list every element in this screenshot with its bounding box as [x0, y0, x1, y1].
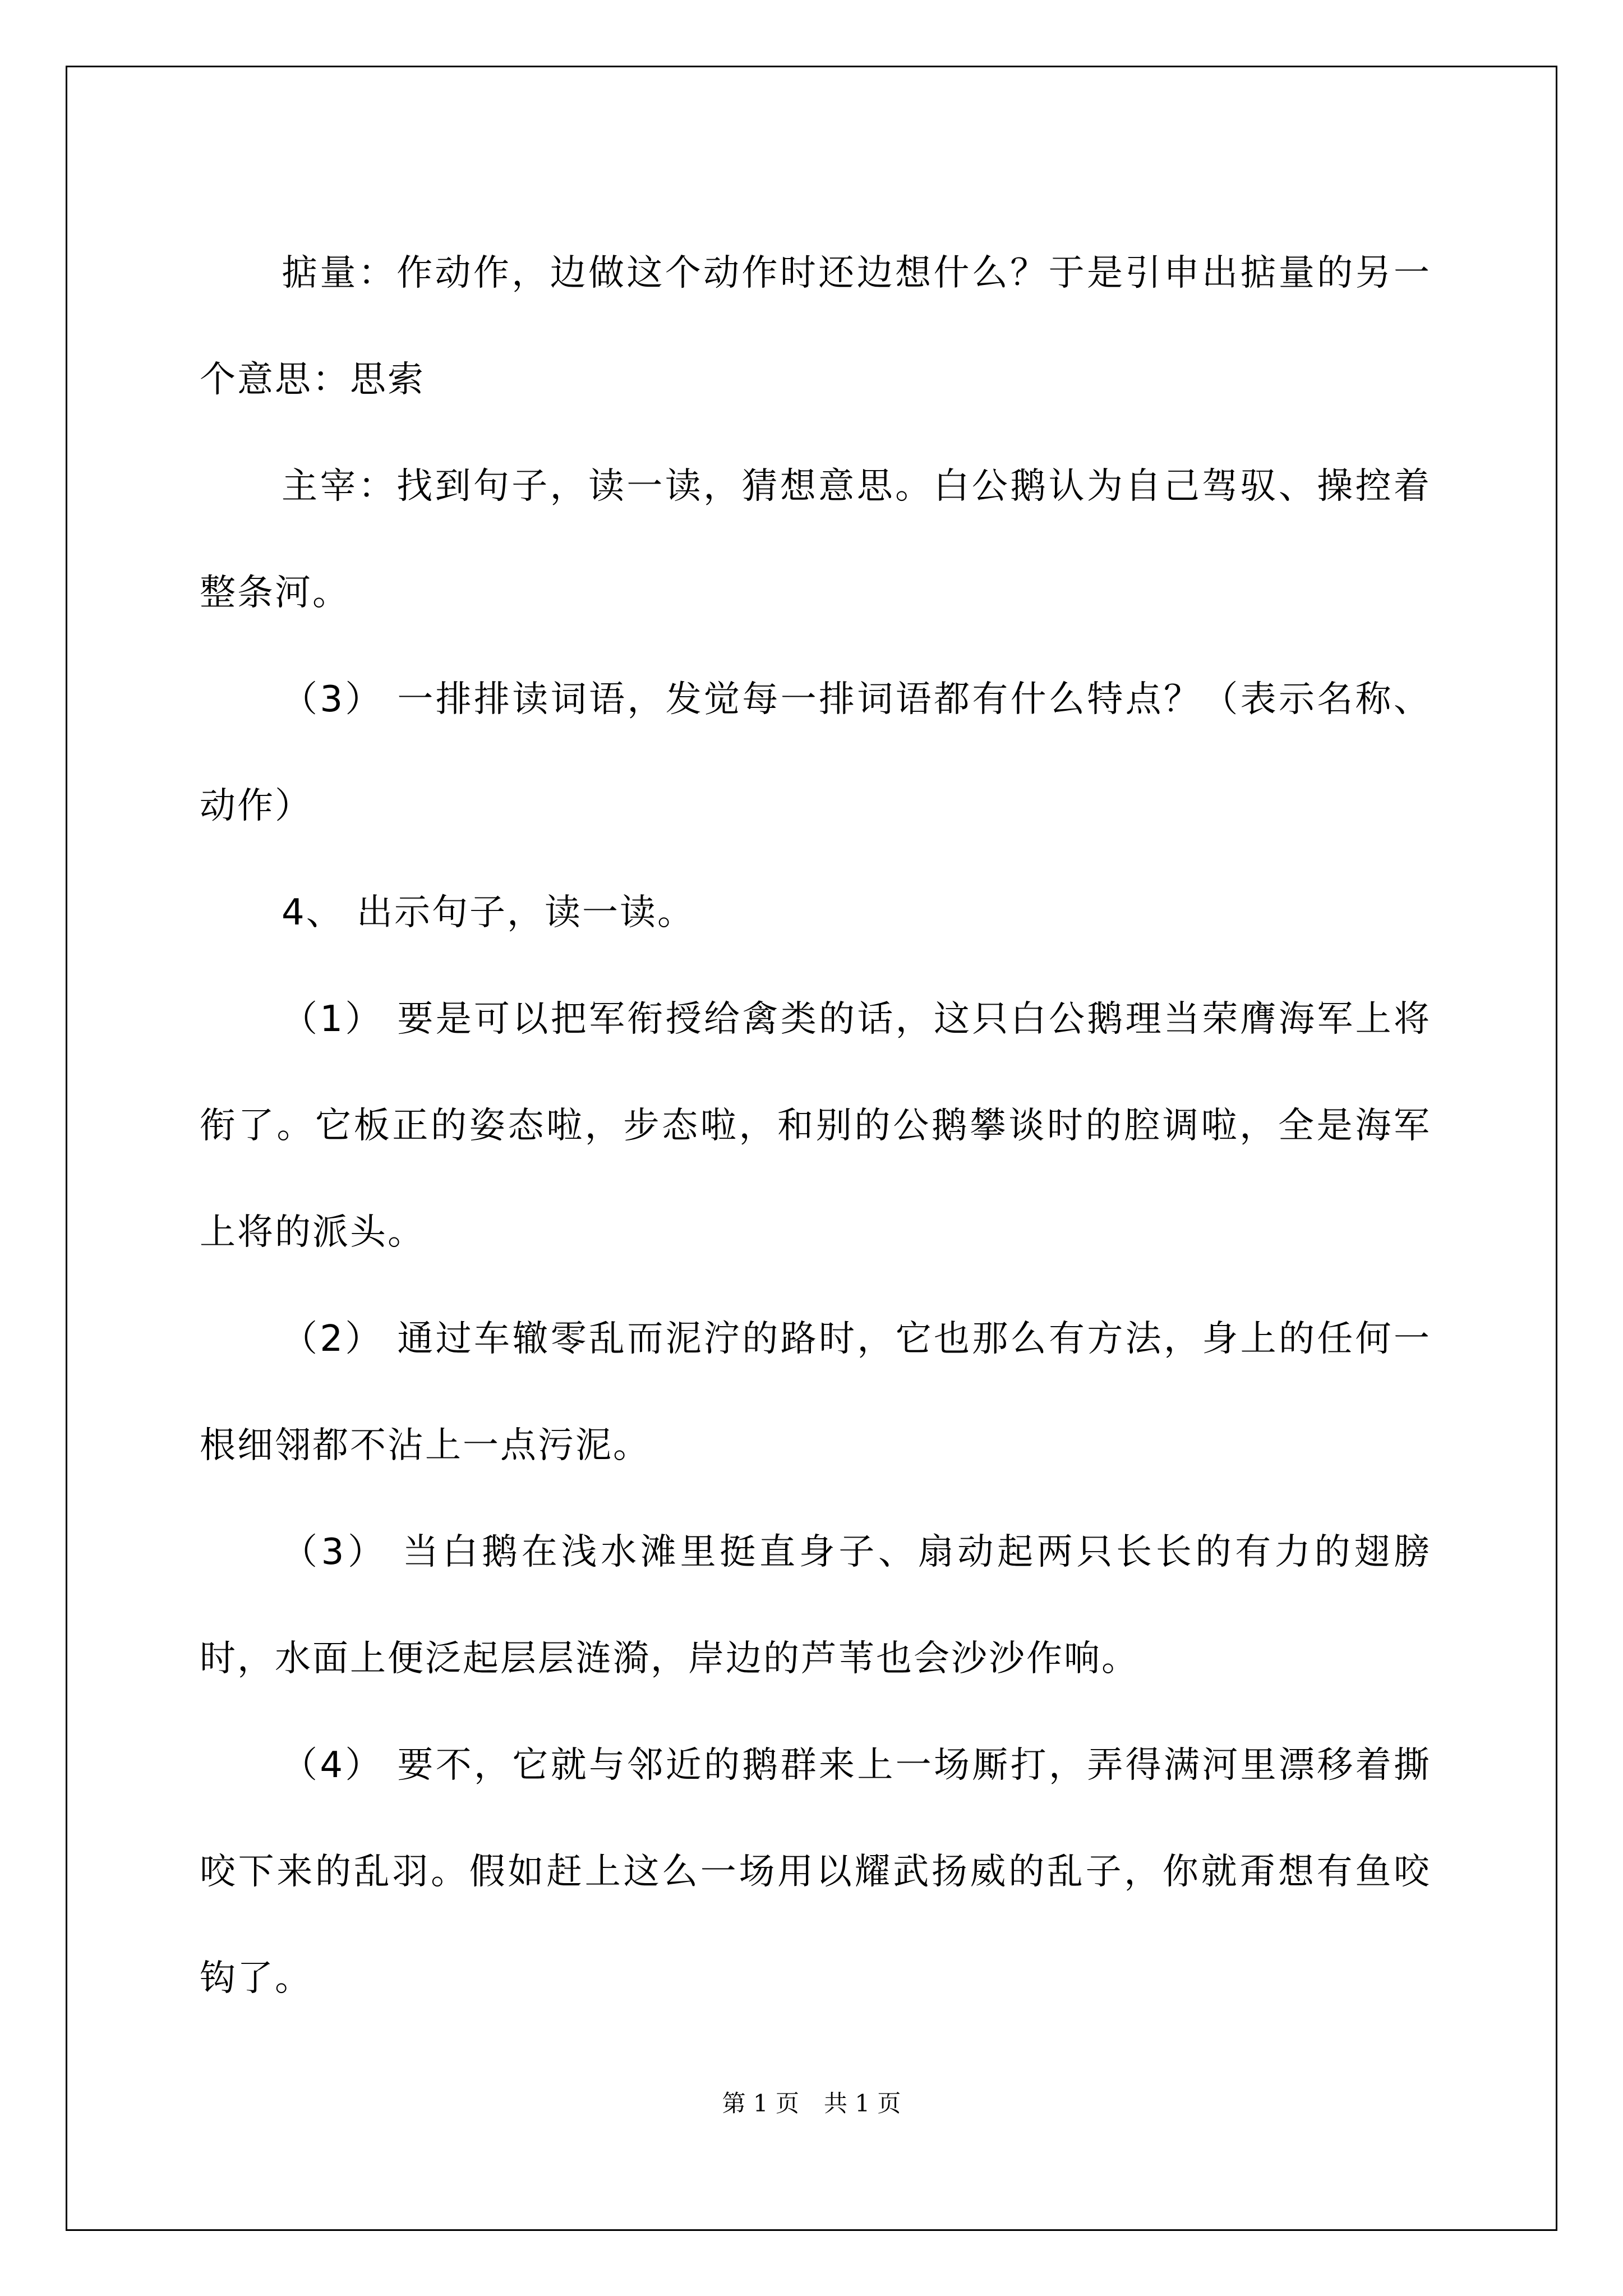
page-footer	[0, 2087, 1623, 2120]
paragraph-word-rows: （3） 一排排读词语，发觉每一排词语都有什么特点？（表示名称、动作）	[200, 679, 1431, 827]
paragraph-sentence-3: （3） 当白鹅在浅水滩里挺直身子、扇动起两只长长的有力的翅膀时，水面上便泛起层层涟漪，岸边的芦苇也会沙沙作响。	[200, 1531, 1431, 1680]
page-number: 第 1 页	[722, 2090, 799, 2117]
paragraph-sentence-4: （4） 要不，它就与邻近的鹅群来上一场厮打，弄得满河里漂移着撕咬下来的乱羽。假如赶上这么一场用以耀武扬威的乱子，你就甭想有鱼咬钩了。	[200, 1745, 1431, 1999]
paragraph-sentence-1: （1） 要是可以把军衔授给禽类的话，这只白公鹅理当荣膺海军上将衔了。它板正的姿态啦，步态啦，和别的公鹅攀谈时的腔调啦，全是海军上将的派头。	[200, 999, 1431, 1253]
document-body	[200, 220, 1431, 2032]
paragraph-sentence-2: （2） 通过车辙零乱而泥泞的路时，它也那么有方法，身上的任何一根细翎都不沾上一点污泥。	[200, 1318, 1431, 1466]
page-total: 共 1 页	[824, 2090, 901, 2117]
paragraph-show-sentences: 4、 出示句子，读一读。	[282, 892, 695, 933]
paragraph-dianliang: 掂量：作动作，边做这个动作时还边想什么？于是引申出掂量的另一个意思：思索	[200, 252, 1431, 401]
paragraph-zhuzai: 主宰：找到句子，读一读，猜想意思。白公鹅认为自己驾驭、操控着整条河。	[200, 466, 1431, 614]
